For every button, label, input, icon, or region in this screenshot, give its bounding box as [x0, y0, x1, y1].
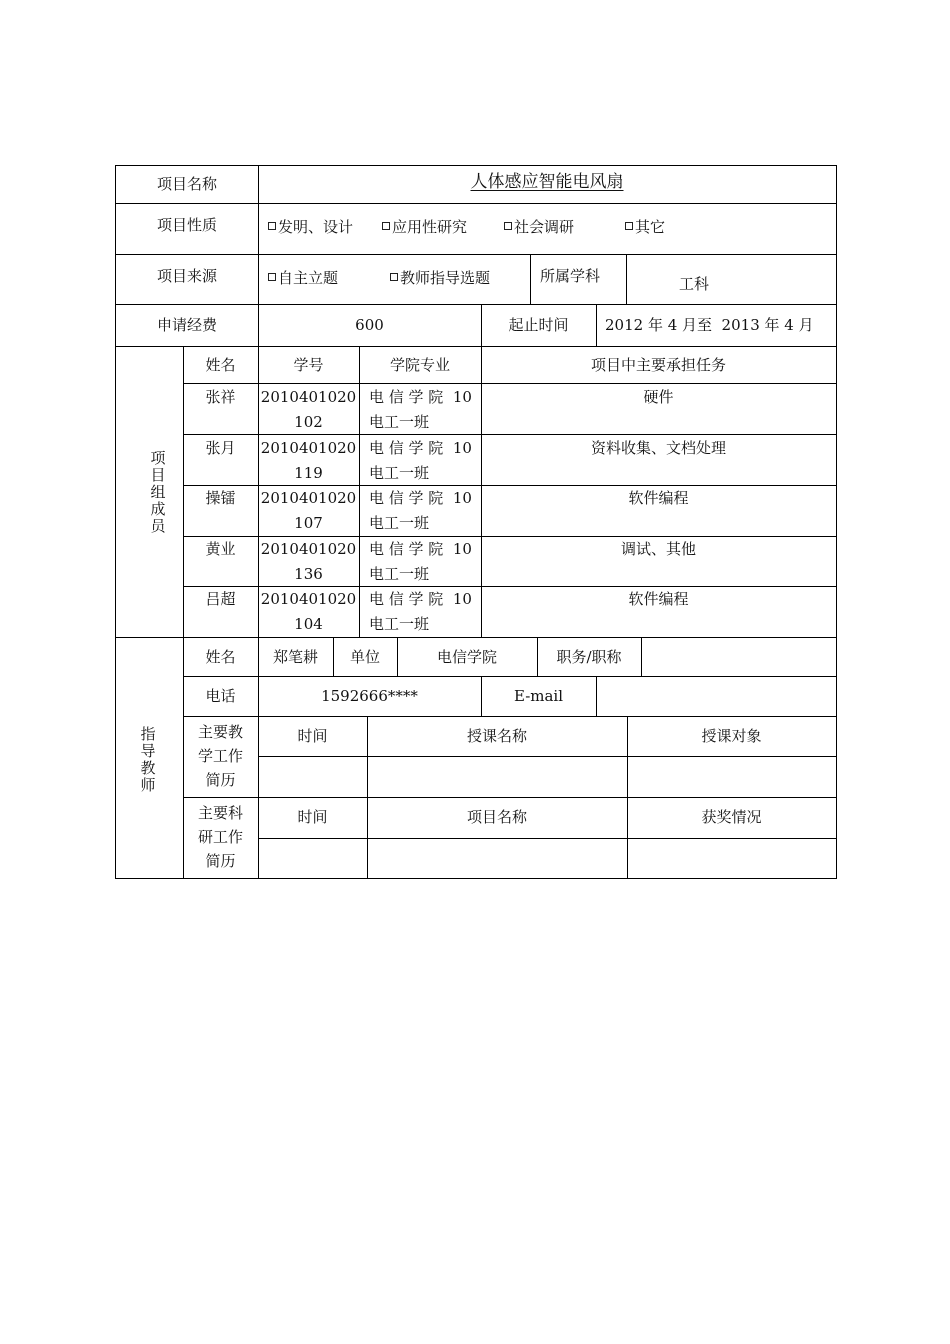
checkbox-icon[interactable] [268, 222, 276, 230]
row-divider [183, 716, 836, 717]
member-id: 2010401020 104 [260, 590, 357, 633]
row-divider [183, 676, 836, 677]
col-divider [596, 676, 597, 716]
member-task: 硬件 [643, 388, 674, 406]
member-name: 黄业 [205, 540, 236, 558]
nature-option-invention[interactable]: 发明、设计 [268, 203, 353, 252]
nature-option-social-survey[interactable]: 社会调研 [504, 203, 574, 252]
discipline-value: 工科 [678, 275, 709, 293]
advisor-phone-value: 1592666**** [321, 687, 418, 705]
teaching-history-label: 主要教 学工作 简历 [197, 723, 243, 789]
checkbox-icon[interactable] [625, 222, 633, 230]
nature-option-other[interactable]: 其它 [625, 203, 665, 252]
project-source-options [258, 254, 530, 304]
member-header-name: 姓名 [205, 356, 236, 374]
member-header-task: 项目中主要承担任务 [590, 356, 726, 374]
application-form-table [115, 165, 837, 879]
advisor-name-value: 郑笔耕 [272, 648, 318, 666]
advisor-phone-label: 电话 [205, 687, 236, 705]
member-task: 软件编程 [628, 489, 689, 507]
row-divider [116, 304, 836, 305]
discipline-label: 所属学科 [540, 267, 601, 285]
period-label: 起止时间 [508, 316, 569, 334]
row-divider [183, 797, 836, 798]
period-value: 2012 年 4 月至 2013 年 4 月 [605, 316, 814, 334]
member-college: 电 信 学 院 10 电工一班 [369, 489, 472, 532]
col-divider [641, 637, 642, 676]
checkbox-icon[interactable] [268, 273, 276, 281]
research-header-awards: 获奖情况 [701, 808, 762, 826]
member-task: 软件编程 [628, 590, 689, 608]
row-divider [183, 383, 836, 384]
member-college: 电 信 学 院 10 电工一班 [369, 590, 472, 633]
project-source-label: 项目来源 [156, 267, 217, 285]
project-nature-label: 项目性质 [156, 216, 217, 234]
advisor-unit-value: 电信学院 [436, 648, 497, 666]
member-id: 2010401020 107 [260, 489, 357, 532]
members-section-label: 项 目 组 成 员 [150, 449, 166, 535]
checkbox-icon[interactable] [390, 273, 398, 281]
member-task: 调试、其他 [620, 540, 696, 558]
member-id: 2010401020 102 [260, 388, 357, 431]
member-header-college: 学院专业 [389, 356, 450, 374]
member-college: 电 信 学 院 10 电工一班 [369, 388, 472, 431]
row-divider [116, 637, 836, 638]
member-name: 张祥 [205, 388, 236, 406]
research-header-time: 时间 [297, 808, 328, 826]
checkbox-icon[interactable] [504, 222, 512, 230]
advisor-email-label: E-mail [513, 687, 564, 705]
row-divider [258, 838, 836, 839]
col-divider [596, 304, 597, 346]
member-id: 2010401020 136 [260, 540, 357, 583]
member-college: 电 信 学 院 10 电工一班 [369, 439, 472, 482]
fund-value: 600 [355, 316, 384, 334]
source-option-teacher[interactable]: 教师指导选题 [390, 254, 490, 303]
project-name-label: 项目名称 [156, 175, 217, 193]
member-id: 2010401020 119 [260, 439, 357, 482]
row-divider [116, 346, 836, 347]
member-college: 电 信 学 院 10 电工一班 [369, 540, 472, 583]
advisor-section-label: 指 导 教 师 [140, 725, 156, 794]
row-divider [258, 756, 836, 757]
research-header-project: 项目名称 [466, 808, 527, 826]
member-task: 资料收集、文档处理 [590, 439, 726, 457]
member-header-id: 学号 [293, 356, 324, 374]
advisor-title-label: 职务/职称 [556, 648, 622, 666]
member-name: 张月 [205, 439, 236, 457]
teaching-header-audience: 授课对象 [701, 727, 762, 745]
col-divider [530, 254, 531, 304]
advisor-unit-label: 单位 [349, 648, 380, 666]
col-divider [183, 346, 184, 878]
project-name-value: 人体感应智能电风扇 [470, 172, 624, 192]
checkbox-icon[interactable] [382, 222, 390, 230]
fund-label: 申请经费 [156, 316, 217, 334]
member-name: 操镭 [205, 489, 236, 507]
nature-option-applied-research[interactable]: 应用性研究 [382, 203, 467, 252]
teaching-header-course: 授课名称 [466, 727, 527, 745]
member-name: 吕超 [205, 590, 236, 608]
research-history-label: 主要科 研工作 简历 [197, 804, 243, 870]
teaching-header-time: 时间 [297, 727, 328, 745]
advisor-name-label: 姓名 [205, 648, 236, 666]
col-divider [359, 346, 360, 637]
source-option-self[interactable]: 自主立题 [268, 254, 338, 303]
project-nature-options [258, 203, 836, 254]
